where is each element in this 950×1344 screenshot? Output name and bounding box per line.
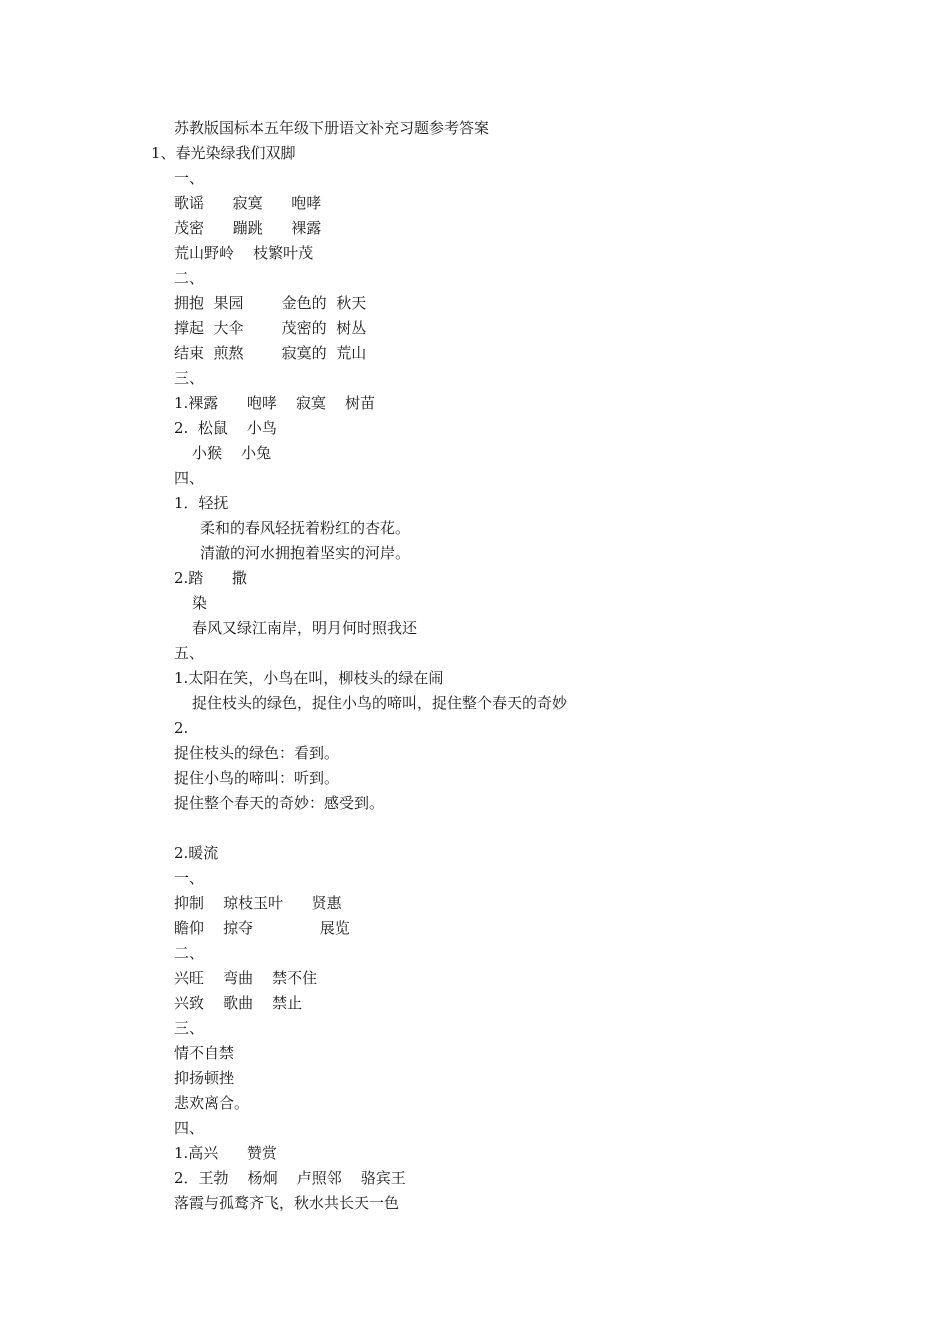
text-line: 拥抱 果园 金色的 秋天: [174, 294, 367, 312]
text-line: 兴旺 弯曲 禁不住: [174, 969, 318, 987]
text-line: 2.踏 撒: [174, 569, 247, 587]
text-line: 春风又绿江南岸，明月何时照我还: [192, 619, 418, 637]
text-line: 1.裸露 咆哮 寂寞 树苗: [174, 394, 376, 412]
text-line: 2．王勃 杨炯 卢照邻 骆宾王: [174, 1169, 406, 1187]
text-line: 2.: [174, 719, 189, 737]
text-line: 捉住枝头的绿色，捉住小鸟的啼叫，捉住整个春天的奇妙: [192, 694, 568, 712]
section-2-label: 二、: [174, 944, 205, 962]
section-2-label: 二、: [174, 269, 205, 287]
text-line: 悲欢离合。: [174, 1094, 250, 1112]
section-1-label: 一、: [174, 869, 205, 887]
text-line: 2. 松鼠 小鸟: [174, 419, 277, 437]
text-line: 落霞与孤鹜齐飞，秋水共长天一色: [174, 1194, 400, 1212]
text-line: 染: [192, 594, 208, 612]
text-line: 撑起 大伞 茂密的 树丛: [174, 319, 367, 337]
text-line: 1.太阳在笑，小鸟在叫，柳枝头的绿在闹: [174, 669, 444, 687]
lesson-1-heading: 1、春光染绿我们双脚: [151, 144, 296, 162]
text-line: 清澈的河水拥抱着坚实的河岸。: [200, 544, 411, 562]
section-4-label: 四、: [174, 469, 205, 487]
section-5-label: 五、: [174, 644, 205, 662]
text-line: 情不自禁: [174, 1044, 235, 1062]
section-4-label: 四、: [174, 1119, 205, 1137]
text-line: 1.高兴 赞赏: [174, 1144, 277, 1162]
section-3-label: 三、: [174, 1019, 205, 1037]
section-3-label: 三、: [174, 369, 205, 387]
text-line: 兴致 歌曲 禁止: [174, 994, 303, 1012]
text-line: 小猴 小兔: [192, 444, 272, 462]
text-line: 捉住整个春天的奇妙：感受到。: [174, 794, 385, 812]
text-line: 结束 煎熬 寂寞的 荒山: [174, 344, 367, 362]
text-line: 茂密 蹦跳 裸露: [174, 219, 322, 237]
text-line: 柔和的春风轻抚着粉红的杏花。: [200, 519, 411, 537]
text-line: 抑扬顿挫: [174, 1069, 235, 1087]
document-title: 苏教版国标本五年级下册语文补充习题参考答案: [174, 119, 490, 137]
text-line: 瞻仰 掠夺 展览: [174, 919, 350, 937]
text-line: 荒山野岭 枝繁叶茂: [174, 244, 314, 262]
text-line: 歌谣 寂寞 咆哮: [174, 194, 322, 212]
text-line: 捉住枝头的绿色：看到。: [174, 744, 340, 762]
section-1-label: 一、: [174, 169, 205, 187]
text-line: 抑制 琼枝玉叶 贤惠: [174, 894, 342, 912]
text-line: 1．轻抚: [174, 494, 229, 512]
text-line: 捉住小鸟的啼叫：听到。: [174, 769, 340, 787]
lesson-2-heading: 2.暖流: [174, 844, 219, 862]
